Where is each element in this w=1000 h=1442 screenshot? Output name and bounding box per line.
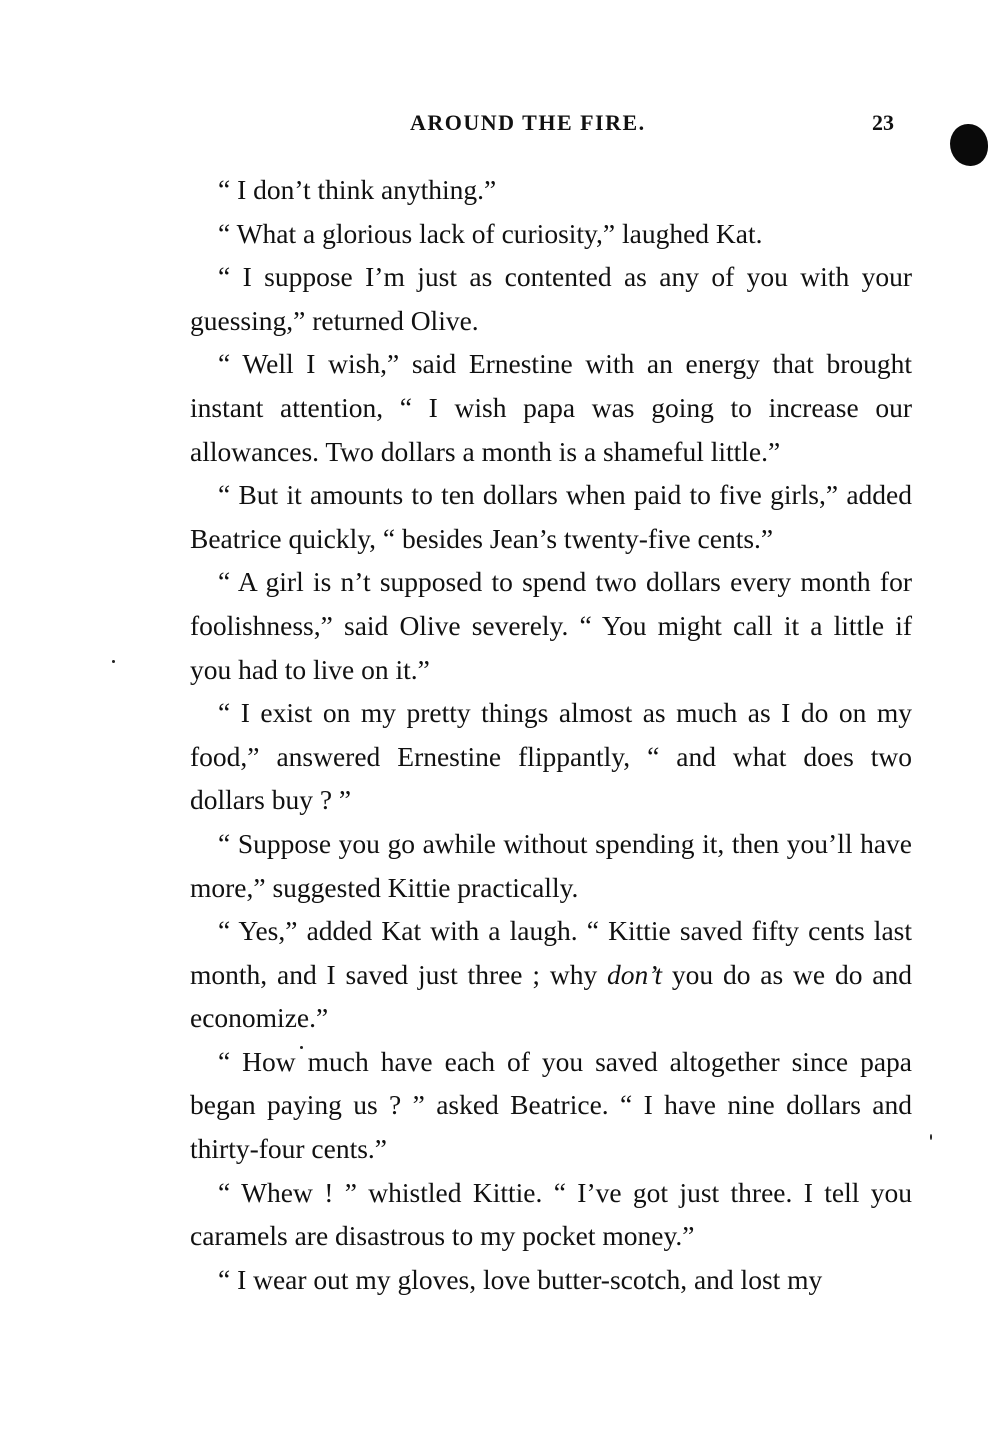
paragraph: “ I wear out my gloves, love butter-scotch, and lost my [218, 1263, 823, 1295]
paragraph: “ What a glorious lack of curiosity,” laughed Kat. [218, 217, 763, 249]
paragraph-text: you do as we do and economize.” [190, 958, 912, 1034]
emphasis-text: don’t [607, 958, 663, 990]
paragraph: “ I exist on my pretty things almost as much as I do on my food,” answered Ernestine flippantly, “ and what does two dollars buy ? ” [190, 697, 912, 816]
paragraph: “ A girl is n’t supposed to spend two dollars every month for foolishness,” said Olive severely. “ You might call it a little if you had to live on it.” [190, 566, 912, 685]
ink-blot-mark [950, 124, 988, 166]
ink-speck [930, 1134, 932, 1140]
paragraph: “ How much have each of you saved altogether since papa began paying us ? ” asked Beatrice. “ I have nine dollars and thirty-four cents.” [190, 1045, 912, 1165]
paragraph-text: “ Yes,” added Kat with a laugh. “ Kittie saved fifty cents last month, and I saved just three ; why [190, 915, 912, 990]
paragraph: “ Whew ! ” whistled Kittie. “ I’ve got just three. I tell you caramels are disastrous to my pocket money.” [190, 1176, 912, 1252]
page-header [0, 110, 1000, 140]
running-head: AROUND THE FIRE. [410, 110, 646, 135]
paragraph: “ Well I wish,” said Ernestine with an energy that brought instant attention, “ I wish papa was going to increase our allowances. Two dollars a month is a shameful little.” [190, 348, 912, 467]
body-text [190, 168, 912, 1301]
page-number: 23 [872, 110, 894, 135]
paragraph: “ I don’t think anything.” [218, 174, 497, 205]
paragraph: “ But it amounts to ten dollars when paid to five girls,” added Beatrice quickly, “ besides Jean’s twenty-five cents.” [190, 479, 912, 554]
paragraph: “ I suppose I’m just as contented as any of you with your guessing,” returned Olive. [190, 261, 912, 336]
paragraph [190, 909, 912, 1040]
ink-speck [112, 660, 115, 663]
paragraph: “ Suppose you go awhile without spending it, then you’ll have more,” suggested Kittie practically. [190, 827, 912, 903]
